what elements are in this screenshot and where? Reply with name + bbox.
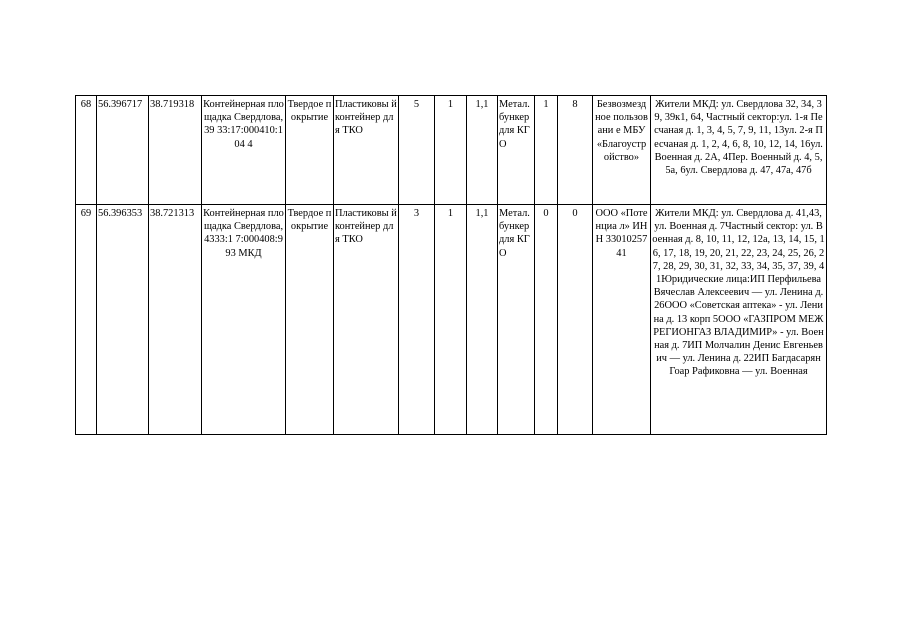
bunker-volume-cell: 0 xyxy=(558,205,593,435)
container-count-cell: 3 xyxy=(399,205,435,435)
secondary-count-cell: 1 xyxy=(435,205,467,435)
container-type-cell: Пластиковы й контейнер для ТКО xyxy=(334,205,399,435)
container-volume-cell: 1,1 xyxy=(467,96,498,205)
waste-sources-cell: Жители МКД: ул. Свердлова 32, 34, 39, 39к1, 64, Частный сектор:ул. 1-я Песчаная д. 1, 3, 4, 5, 7, 9, 11, 13ул. 2-я Песчаная д. 1, 2, 4, 6, 8, 10, 12, 14, 16ул. Военная д. 2А, 4Пер. Военный д. 4, 5, 5а, 6ул. Свердлова д. 47, 47а, 47б xyxy=(651,96,827,205)
table-row xyxy=(76,205,827,435)
site-cell: Контейнерная площадка Свердлова,39 33:17:000410:104 4 xyxy=(202,96,286,205)
secondary-count-cell: 1 xyxy=(435,96,467,205)
bunker-count-cell: 1 xyxy=(535,96,558,205)
table-row xyxy=(76,96,827,205)
surface-cell: Твердое покрытие xyxy=(286,205,334,435)
latitude-cell: 56.396353 xyxy=(97,205,149,435)
owner-cell: ООО «Потенциа л» ИНН 3301025741 xyxy=(593,205,651,435)
row-number: 68 xyxy=(76,96,97,205)
bunker-count-cell: 0 xyxy=(535,205,558,435)
bunker-type-cell: Метал. бункер для КГО xyxy=(498,96,535,205)
surface-cell: Твердое покрытие xyxy=(286,96,334,205)
bunker-type-cell: Метал. бункер для КГО xyxy=(498,205,535,435)
longitude-cell: 38.719318 xyxy=(149,96,202,205)
site-cell: Контейнерная площадка Свердлова,4333:1 7:000408:993 МКД xyxy=(202,205,286,435)
row-number: 69 xyxy=(76,205,97,435)
latitude-cell: 56.396717 xyxy=(97,96,149,205)
container-count-cell: 5 xyxy=(399,96,435,205)
waste-sources-cell: Жители МКД: ул. Свердлова д. 41,43, ул. Военная д. 7Частный сектор: ул. Военная д. 8, 10, 11, 12, 12а, 13, 14, 15, 16, 17, 18, 19, 20, 21, 22, 23, 24, 25, 26, 27, 28, 29, 30, 31, 32, 33, 34, 35, 37, 39, 41Юридические лица:ИП Перфильева Вячеслав Алексеевич — ул. Ленина д. 26ООО «Советская аптека» - ул. Ленина д. 13 корп 5ООО «ГАЗПРОМ МЕЖРЕГИОНГАЗ ВЛАДИМИР» - ул. Военная д. 7ИП Молчалин Денис Евгеньевич — ул. Ленина д. 22ИП Багдасарян Гоар Рафиковна — ул. Военная xyxy=(651,205,827,435)
longitude-cell: 38.721313 xyxy=(149,205,202,435)
bunker-volume-cell: 8 xyxy=(558,96,593,205)
container-volume-cell: 1,1 xyxy=(467,205,498,435)
container-type-cell: Пластиковы й контейнер для ТКО xyxy=(334,96,399,205)
owner-cell: Безвозмезд ное пользовани е МБУ «Благоустр ойство» xyxy=(593,96,651,205)
container-sites-table xyxy=(75,95,827,435)
